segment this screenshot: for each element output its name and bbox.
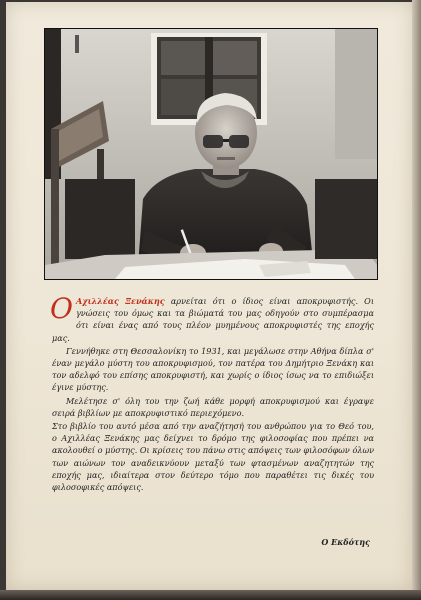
- paragraph-book-description: Στο βιβλίο του αυτό μέσα από την αναζήτησή του ανθρώπου για το Θεό του, ο Αχιλλέας Ξενάκης μας δείχνει το δρόμο της φιλοσοφίας που πρέπει να ακολουθεί ο μύστης. Οι κρίσεις του πάνω στις απόψεις των φιλοσόφων όλων των αιώνων τον αναδεικνύουν μεταξύ των φτασμένων αναζητητών της εποχής μας, ιδιαίτερα στον δεύτερο τόμο που παραθέτει τις δικές του φιλοσοφικές απόψεις.: [52, 421, 374, 493]
- paragraph-biography: Γεννήθηκε στη Θεσσαλονίκη το 1931, και μεγάλωσε στην Αθήνα δίπλα σ' έναν μεγάλο μύστη του αποκρυφισμού, τον πατέρα του Δημήτριο Ξενάκη και τον αδελφό του επίσης αποκρυφιστή, και χωρίς ο ίδιος ίσως να το επιδιώξει έγινε μύστης.: [52, 345, 374, 393]
- publisher-signature: Ο Εκδότης: [321, 537, 370, 547]
- blurb-text: [50, 292, 374, 494]
- author-photo-image: [45, 29, 377, 279]
- author-photo: [44, 28, 378, 280]
- author-name: Αχιλλέας Ξενάκης: [75, 296, 165, 306]
- paragraph-studies: Μελέτησε σ' όλη του την ζωή κάθε μορφή αποκρυφισμού και έγραψε σειρά βιβλίων με αποκρυφιστικό περιεχόμενο.: [52, 395, 374, 418]
- paragraph-intro: [50, 292, 374, 344]
- book-back-cover: [6, 2, 412, 590]
- cover-edge-right: [412, 0, 421, 600]
- paragraph-intro-text: αρνείται ότι ο ίδιος είναι αποκρυφιστής. Οι γνώσεις του όμως και τα βιώματά του μας οδηγούν στο συμπέρασμα ότι είναι ένας από τους πλέον μυημένους αποκρυφιστές της εποχής μας.: [52, 296, 374, 343]
- cover-edge-bottom: [0, 590, 421, 600]
- dropcap-letter: Ο: [50, 292, 73, 325]
